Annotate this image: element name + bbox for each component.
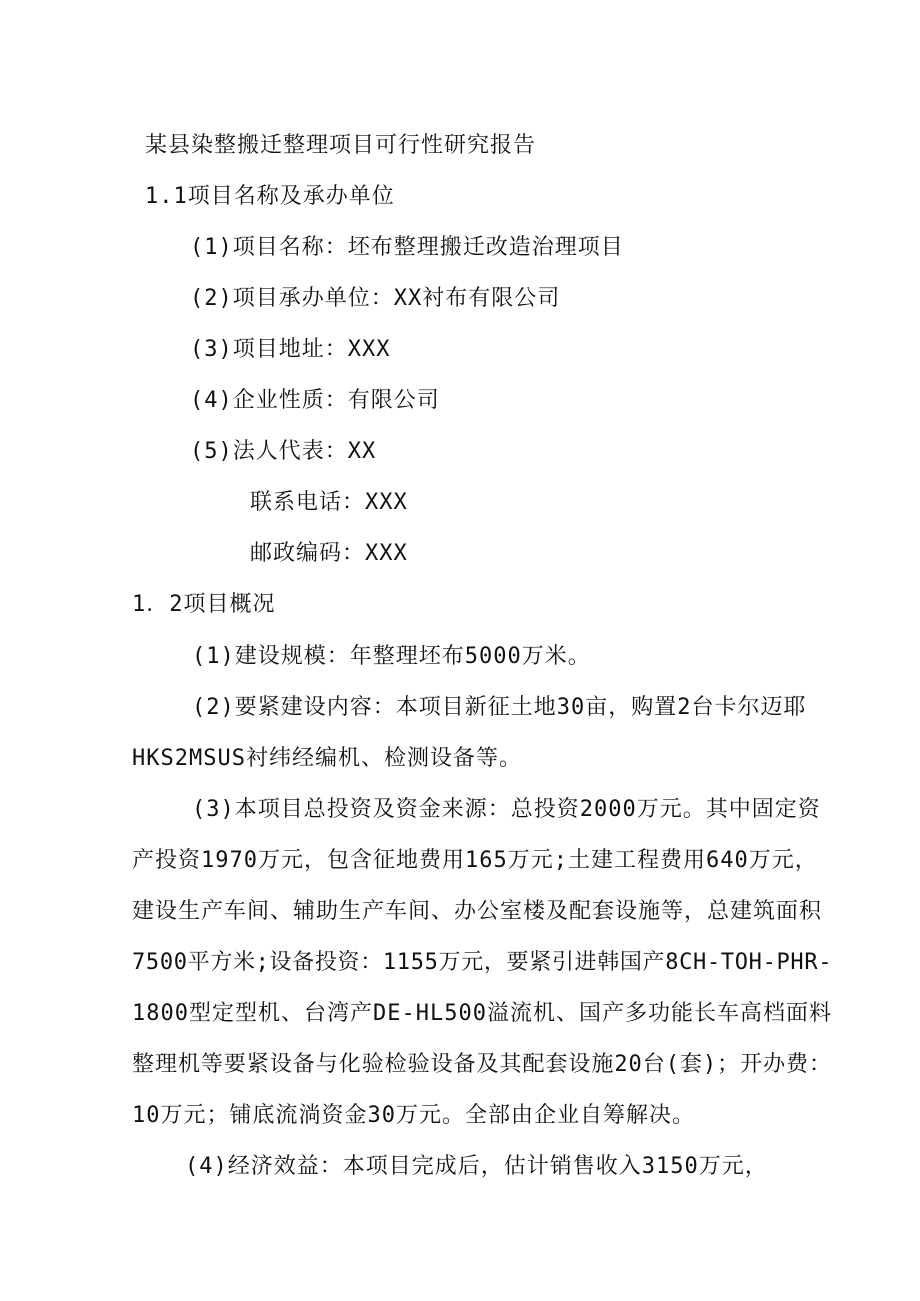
section-heading-1-2: 1．2项目概况 — [132, 592, 276, 617]
project-address-item: (3)项目地址：XXX — [190, 337, 391, 362]
investment-line-3: 建设生产车间、辅助生产车间、办公室楼及配套设施等，总建筑面积 — [132, 899, 823, 924]
investment-line-2: 产投资1970万元，包含征地费用165万元;土建工程费用640万元， — [132, 848, 818, 873]
investment-line-6: 整理机等要紧设备与化验检验设备及其配套设施20台(套)；开办费： — [132, 1052, 832, 1077]
legal-representative-item: (5)法人代表：XX — [190, 439, 377, 464]
section-heading-1-1: 1.1项目名称及承办单位 — [145, 184, 395, 209]
document-title: 某县染整搬迁整理项目可行性研究报告 — [145, 133, 537, 158]
main-content-line-1: (2)要紧建设内容：本项目新征土地30亩，购置2台卡尔迈耶 — [192, 695, 807, 720]
enterprise-type-item: (4)企业性质：有限公司 — [190, 388, 440, 413]
construction-scale: (1)建设规模：年整理坯布5000万米。 — [192, 644, 591, 669]
postal-code: 邮政编码：XXX — [250, 541, 408, 566]
contact-phone: 联系电话：XXX — [250, 490, 408, 515]
investment-line-7: 10万元；铺底流淌资金30万元。全部由企业自筹解决。 — [132, 1103, 695, 1128]
main-content-line-2: HKS2MSUS衬纬经编机、检测设备等。 — [132, 746, 522, 771]
investment-line-5: 1800型定型机、台湾产DE-HL500溢流机、国产多功能长车高档面料 — [132, 1001, 832, 1026]
project-name-item: (1)项目名称：坯布整理搬迁改造治理项目 — [190, 235, 624, 260]
investment-line-4: 7500平方米;设备投资：1155万元，要紧引进韩国产8CH-TOH-PHR- — [132, 950, 833, 975]
economic-benefit: (4)经济效益：本项目完成后，估计销售收入3150万元， — [185, 1154, 768, 1179]
project-sponsor-item: (2)项目承办单位：XX衬布有限公司 — [190, 286, 561, 311]
investment-line-1: (3)本项目总投资及资金来源：总投资2000万元。其中固定资 — [192, 797, 821, 822]
